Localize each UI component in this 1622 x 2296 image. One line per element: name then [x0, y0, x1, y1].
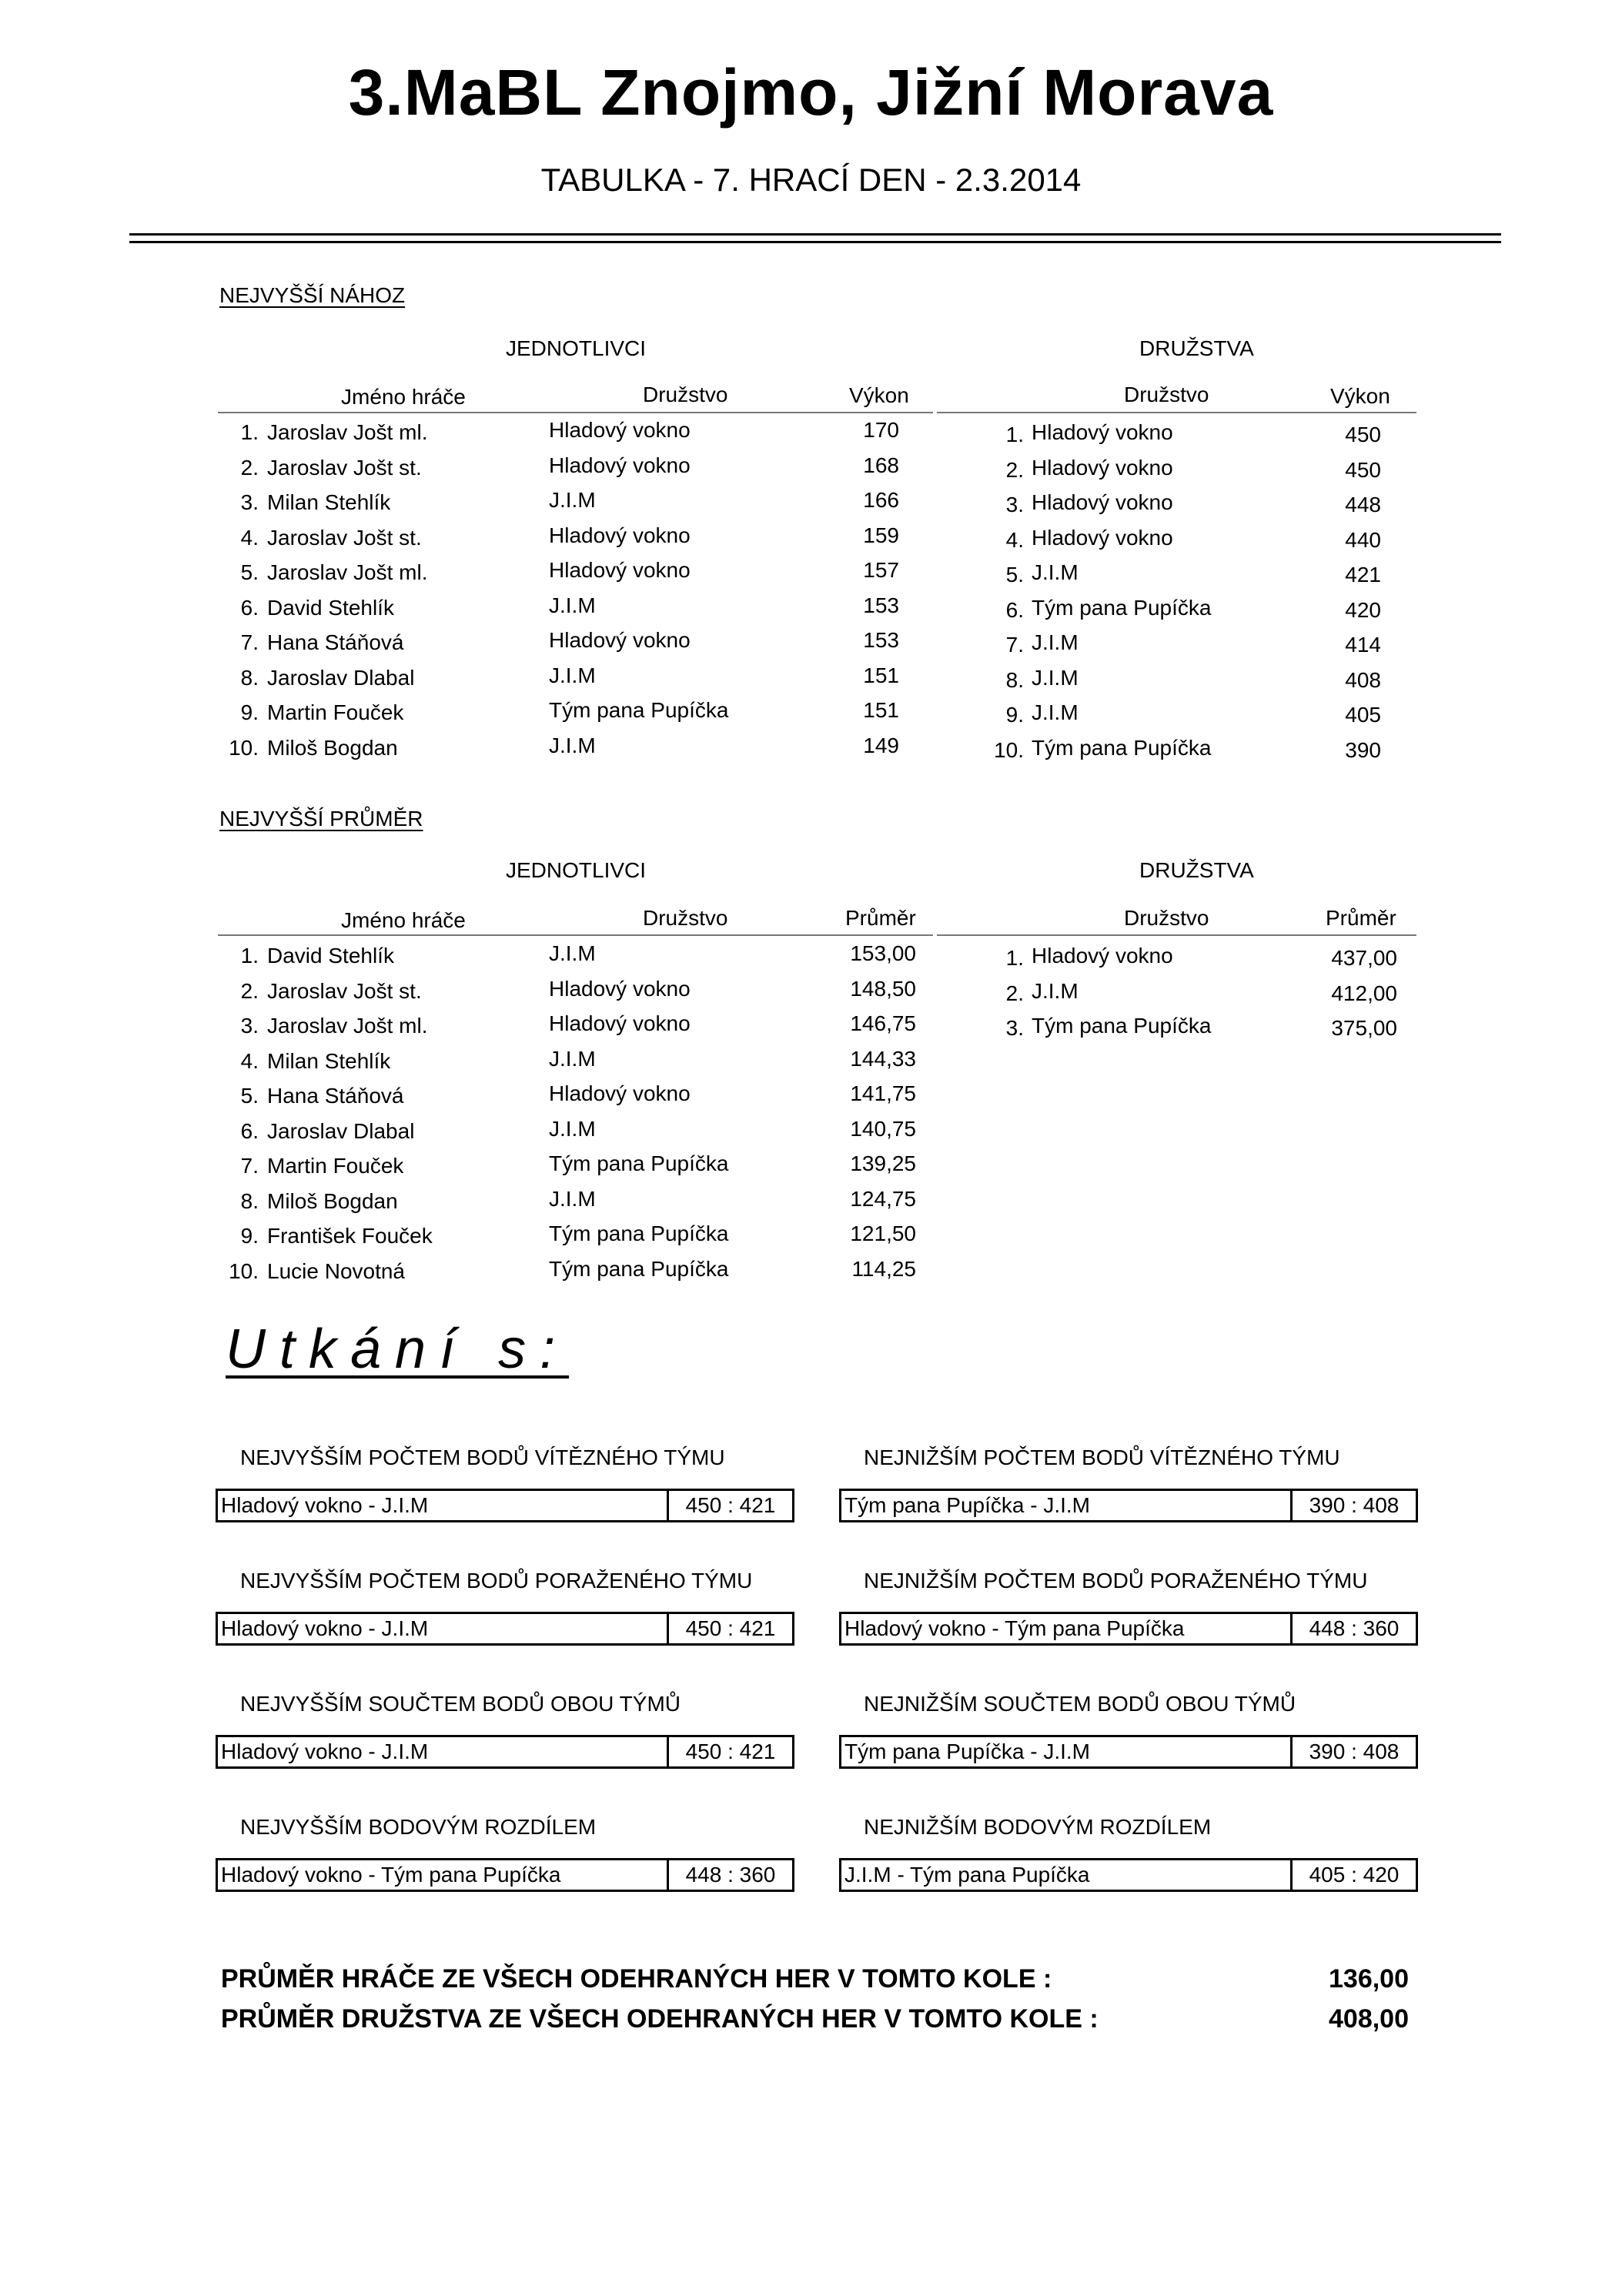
team-name: J.I.M [1032, 665, 1079, 690]
rank: 9. [240, 1224, 259, 1248]
utkani-heading: Utkání s: [226, 1318, 570, 1380]
value: 151 [863, 663, 899, 687]
record-label: NEJVYŠŠÍM POČTEM BODŮ PORAŽENÉHO TÝMU [240, 1569, 753, 1592]
table-row [0, 944, 1622, 974]
nahoz-header-team: Družstvo [643, 383, 728, 406]
record-score: 450 : 421 [667, 1737, 792, 1766]
team-name: Hladový vokno [1032, 525, 1173, 550]
rank: 5. [1005, 563, 1024, 587]
table-row [0, 1256, 1622, 1290]
record-teams: Hladový vokno - J.I.M [221, 1493, 429, 1517]
table-row [0, 666, 1622, 697]
team-name: Hladový vokno [1032, 490, 1173, 514]
value: 170 [863, 418, 899, 442]
table-row [0, 420, 1622, 451]
team-name: J.I.M [1032, 978, 1079, 1003]
value: 153 [863, 593, 899, 617]
value: 124,75 [850, 1186, 916, 1211]
value: 149 [863, 733, 899, 757]
record-label: NEJVYŠŠÍM SOUČTEM BODŮ OBOU TÝMŮ [240, 1692, 681, 1716]
team-name: J.I.M [1032, 630, 1079, 654]
value: 144,33 [850, 1046, 916, 1071]
record-label: NEJNIŽŠÍM POČTEM BODŮ PORAŽENÉHO TÝMU [864, 1569, 1368, 1592]
prumer-individuals-header-line [218, 934, 933, 936]
record-label: NEJVYŠŠÍM BODOVÝM ROZDÍLEM [240, 1815, 597, 1839]
value: 412,00 [1331, 981, 1397, 1005]
rank: 1. [240, 420, 259, 444]
team-name: Tým pana Pupíčka [549, 1256, 729, 1281]
record-box [839, 1858, 1418, 1892]
team-name: Hladový vokno [549, 1011, 691, 1035]
value: 448 [1345, 493, 1381, 516]
page-subtitle: TABULKA - 7. HRACÍ DEN - 2.3.2014 [540, 162, 1082, 198]
rank: 10. [229, 735, 259, 760]
record-box [216, 1735, 794, 1769]
rank: 10. [994, 737, 1024, 762]
player-name: Milan Stehlík [267, 490, 391, 514]
rank: 7. [1005, 633, 1024, 657]
table-row [0, 1186, 1622, 1220]
rank: 3. [1005, 1016, 1024, 1040]
record-score: 450 : 421 [667, 1614, 792, 1643]
value: 421 [1345, 563, 1381, 587]
rank: 8. [1005, 667, 1024, 692]
table-row [0, 560, 1622, 591]
player-name: Jaroslav Jošt st. [267, 455, 422, 480]
nahoz-team-header-value: Výkon [1330, 384, 1390, 408]
record-score: 450 : 421 [667, 1491, 792, 1520]
table-row [0, 1151, 1622, 1185]
player-name: Milan Stehlík [267, 1048, 391, 1073]
table-row [0, 700, 1622, 731]
prumer-team-header-team: Družstvo [1124, 906, 1209, 930]
rank: 8. [240, 665, 259, 690]
nahoz-header-value: Výkon [849, 383, 909, 407]
table-row [0, 456, 1622, 486]
record-teams: Hladový vokno - J.I.M [221, 1616, 429, 1640]
team-name: J.I.M [549, 663, 596, 687]
player-name: Martin Fouček [267, 700, 404, 724]
section-title-nahoz: NEJVYŠŠÍ NÁHOZ [219, 283, 406, 307]
rank: 1. [1005, 423, 1024, 446]
player-name: Jaroslav Dlabal [267, 1118, 415, 1143]
value: 153 [863, 628, 899, 652]
player-name: Jaroslav Jošt st. [267, 525, 422, 550]
record-box [216, 1612, 794, 1646]
value: 375,00 [1331, 1016, 1397, 1040]
value: 440 [1345, 527, 1381, 552]
prumer-individuals-label: JEDNOTLIVCI [506, 858, 647, 882]
player-average-value: 136,00 [1329, 1964, 1409, 1994]
table-row [0, 733, 1622, 767]
team-name: Hladový vokno [549, 628, 691, 652]
value: 153,00 [850, 941, 916, 965]
value: 151 [863, 698, 899, 722]
rank: 7. [240, 630, 259, 654]
record-box [216, 1858, 794, 1892]
rank: 5. [240, 1084, 259, 1108]
record-box [839, 1735, 1418, 1769]
rank: 1. [240, 944, 259, 968]
record-box [839, 1489, 1418, 1522]
rank: 2. [1005, 981, 1024, 1005]
record-score: 405 : 420 [1290, 1860, 1416, 1890]
team-name: Hladový vokno [1032, 420, 1173, 444]
record-label: NEJNIŽŠÍM SOUČTEM BODŮ OBOU TÝMŮ [864, 1692, 1296, 1716]
player-name: Jaroslav Jošt ml. [267, 420, 428, 444]
prumer-header-name: Jméno hráče [341, 908, 466, 932]
value: 140,75 [850, 1116, 916, 1141]
record-teams: Tým pana Pupíčka - J.I.M [844, 1493, 1090, 1517]
value: 450 [1345, 423, 1381, 446]
player-name: František Fouček [267, 1224, 433, 1248]
rank: 9. [1005, 703, 1024, 727]
rank: 2. [240, 978, 259, 1003]
team-name: Hladový vokno [549, 1081, 691, 1105]
rank: 6. [240, 595, 259, 620]
record-box [216, 1489, 794, 1522]
record-label: NEJNIŽŠÍM BODOVÝM ROZDÍLEM [864, 1815, 1212, 1839]
value: 121,50 [850, 1222, 916, 1245]
team-name: J.I.M [549, 593, 596, 617]
value: 148,50 [850, 976, 916, 1001]
nahoz-teams-header-line [937, 412, 1416, 413]
value: 405 [1345, 703, 1381, 727]
player-name: Miloš Bogdan [267, 735, 398, 760]
table-row [0, 1046, 1622, 1080]
team-name: Tým pana Pupíčka [549, 1222, 729, 1245]
record-score: 390 : 408 [1290, 1737, 1416, 1766]
value: 157 [863, 558, 899, 582]
value: 390 [1345, 737, 1381, 762]
player-average-label: PRŮMĚR HRÁČE ZE VŠECH ODEHRANÝCH HER V TOMTO KOLE : [221, 1964, 1052, 1994]
player-name: David Stehlík [267, 595, 394, 620]
team-name: Tým pana Pupíčka [1032, 735, 1212, 760]
nahoz-individuals-label: JEDNOTLIVCI [506, 336, 647, 360]
record-teams: Hladový vokno - J.I.M [221, 1740, 429, 1763]
rank: 8. [240, 1188, 259, 1213]
record-score: 448 : 360 [1290, 1614, 1416, 1643]
rank: 9. [240, 700, 259, 724]
record-teams: Tým pana Pupíčka - J.I.M [844, 1740, 1090, 1763]
table-row [0, 630, 1622, 661]
record-teams: Hladový vokno - Tým pana Pupíčka [844, 1616, 1185, 1640]
record-teams: Hladový vokno - Tým pana Pupíčka [221, 1863, 561, 1887]
team-name: Hladový vokno [549, 453, 691, 477]
value: 141,75 [850, 1081, 916, 1105]
rank: 4. [240, 1048, 259, 1073]
team-name: Tým pana Pupíčka [1032, 1014, 1212, 1038]
team-name: J.I.M [549, 1186, 596, 1211]
record-score: 390 : 408 [1290, 1491, 1416, 1520]
header-divider-second [129, 241, 1501, 243]
rank: 2. [240, 455, 259, 480]
rank: 6. [1005, 597, 1024, 622]
rank: 4. [240, 525, 259, 550]
value: 414 [1345, 633, 1381, 657]
team-name: J.I.M [549, 1046, 596, 1071]
record-label: NEJNIŽŠÍM POČTEM BODŮ VÍTĚZNÉHO TÝMU [864, 1445, 1340, 1469]
team-name: Hladový vokno [549, 976, 691, 1001]
value: 159 [863, 523, 899, 547]
table-row [0, 596, 1622, 627]
team-name: Hladový vokno [1032, 944, 1173, 968]
rank: 2. [1005, 457, 1024, 482]
table-row [0, 1014, 1622, 1044]
section-title-prumer: NEJVYŠŠÍ PRŮMĚR [219, 807, 423, 831]
rank: 3. [240, 490, 259, 514]
team-name: J.I.M [1032, 700, 1079, 724]
player-name: Jaroslav Jošt st. [267, 978, 422, 1003]
team-average-value: 408,00 [1329, 2004, 1409, 2034]
table-row [0, 1116, 1622, 1150]
team-name: Hladový vokno [1032, 455, 1173, 480]
record-box [839, 1612, 1418, 1646]
rank: 5. [240, 560, 259, 584]
page-title: 3.MaBL Znojmo, Jižní Morava [348, 56, 1274, 129]
table-row [0, 490, 1622, 521]
table-row [0, 1224, 1622, 1255]
team-name: Hladový vokno [549, 558, 691, 582]
player-name: Jaroslav Jošt ml. [267, 560, 428, 584]
team-name: J.I.M [549, 733, 596, 757]
record-label: NEJVYŠŠÍM POČTEM BODŮ VÍTĚZNÉHO TÝMU [240, 1445, 725, 1469]
team-name: Hladový vokno [549, 418, 691, 442]
rank: 4. [1005, 527, 1024, 552]
team-average-label: PRŮMĚR DRUŽSTVA ZE VŠECH ODEHRANÝCH HER V TOMTO KOLE : [221, 2004, 1099, 2034]
player-name: David Stehlík [267, 944, 394, 968]
value: 166 [863, 488, 899, 512]
rank: 3. [1005, 493, 1024, 516]
prumer-teams-header-line [937, 934, 1416, 936]
player-name: Jaroslav Dlabal [267, 665, 415, 690]
nahoz-header-name: Jméno hráče [341, 385, 466, 409]
player-name: Martin Fouček [267, 1154, 404, 1178]
value: 408 [1345, 667, 1381, 692]
prumer-team-header-value: Průměr [1326, 906, 1396, 930]
nahoz-teams-label: DRUŽSTVA [1139, 336, 1254, 360]
player-name: Hana Stáňová [267, 630, 404, 654]
team-name: Hladový vokno [549, 523, 691, 547]
value: 139,25 [850, 1151, 916, 1175]
prumer-header-team: Družstvo [643, 906, 728, 930]
team-name: Tým pana Pupíčka [549, 1151, 729, 1175]
table-row [0, 1081, 1622, 1115]
header-divider [129, 233, 1501, 236]
prumer-header-value: Průměr [845, 906, 916, 930]
player-name: Lucie Novotná [267, 1258, 406, 1283]
value: 114,25 [851, 1256, 916, 1281]
team-name: J.I.M [1032, 560, 1079, 584]
record-score: 448 : 360 [667, 1860, 792, 1890]
team-name: Tým pana Pupíčka [1032, 595, 1212, 620]
player-name: Hana Stáňová [267, 1084, 404, 1108]
nahoz-individuals-header-line [218, 412, 933, 413]
nahoz-team-header-team: Družstvo [1124, 383, 1209, 406]
value: 168 [863, 453, 899, 477]
value: 420 [1345, 597, 1381, 622]
player-name: Miloš Bogdan [267, 1188, 398, 1213]
team-name: Tým pana Pupíčka [549, 698, 729, 722]
rank: 10. [229, 1258, 259, 1283]
team-name: J.I.M [549, 1116, 596, 1141]
rank: 7. [240, 1154, 259, 1178]
team-name: J.I.M [549, 488, 596, 512]
team-name: J.I.M [549, 941, 596, 965]
table-row [0, 976, 1622, 1010]
prumer-teams-label: DRUŽSTVA [1139, 858, 1254, 882]
value: 437,00 [1331, 946, 1397, 970]
record-teams: J.I.M - Tým pana Pupíčka [844, 1863, 1090, 1887]
value: 450 [1345, 457, 1381, 482]
rank: 3. [240, 1014, 259, 1038]
table-row [0, 526, 1622, 556]
rank: 1. [1005, 946, 1024, 970]
value: 146,75 [850, 1011, 916, 1035]
player-name: Jaroslav Jošt ml. [267, 1014, 428, 1038]
rank: 6. [240, 1118, 259, 1143]
